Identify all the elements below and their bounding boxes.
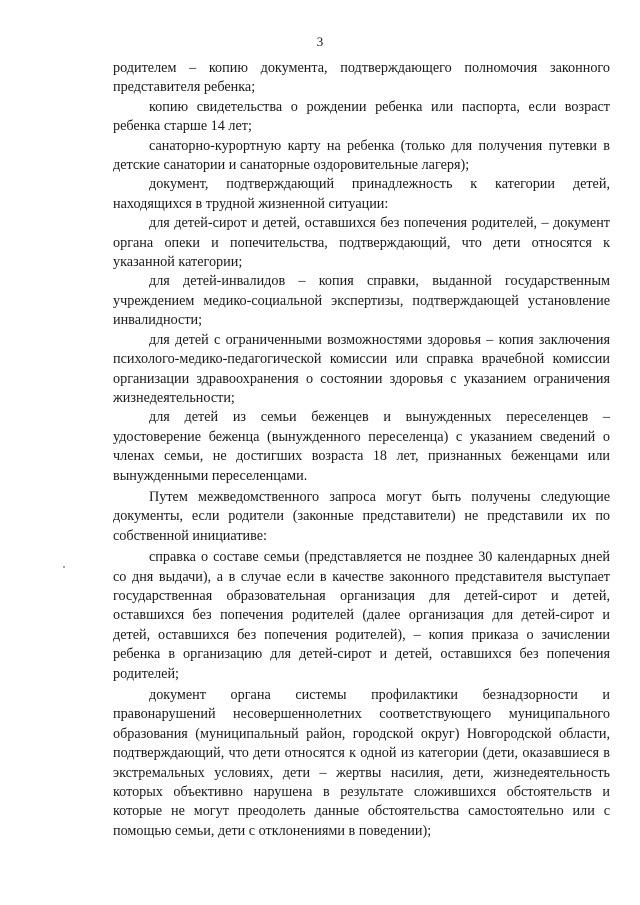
paragraph-refugees: для детей из семьи беженцев и вынужденных переселенцев – удостоверение беженца (вынужденного переселенца) с указанием сведений о членах семьи, не достигших возраста 18 лет, признанных беженцами или вынужденными переселенцами. xyxy=(113,409,610,484)
paragraph-prevention-document: документ органа системы профилактики безнадзорности и правонарушений несовершеннолетних соответствующего муниципального образования (муниципальный район, городской округ) Новгородской области, подтверждающий, что дети относятся к одной из категории (дети, оказавшиеся в экстремальных условиях, дети – жертвы насилия, дети, жизнедеятельность которых объективно нарушена в результате сложившихся обстоятельств и которые не могут преодолеть данные обстоятельства самостоятельно или с помощью семьи, дети с отклонениями в поведении); xyxy=(113,687,610,839)
paragraph-limited-health: для детей с ограниченными возможностями здоровья – копия заключения психолого-медико-педагогической комиссии или справка врачебной комиссии организации здравоохранения о состоянии здоровья с указанием ограничения жизнедеятельности; xyxy=(113,331,610,406)
paragraph-parent-representative-copy: родителем – копию документа, подтверждающего полномочия законного представителя ребенка; xyxy=(113,60,610,96)
paragraph-category-document: документ, подтверждающий принадлежность к категории детей, находящихся в трудной жизненной ситуации: xyxy=(113,176,610,212)
paragraph-sanatorium-card: санаторно-курортную карту на ребенка (только для получения путевки в детские санатории и санаторные оздоровительные лагеря); xyxy=(113,137,610,174)
paragraph-orphans: для детей-сирот и детей, оставшихся без попечения родителей, – документ органа опеки и попечительства, подтверждающий, что дети относятся к указанной категории; xyxy=(113,215,610,271)
paragraph-interagency-request: Путем межведомственного запроса могут быть получены следующие документы, если родители (законные представители) не представили их по собственной инициативе: xyxy=(113,488,610,544)
paragraph-birth-certificate: копию свидетельства о рождении ребенка или паспорта, если возраст ребенка старше 14 лет; xyxy=(113,98,610,135)
document-body xyxy=(113,59,610,841)
paragraph-disabled-children: для детей-инвалидов – копия справки, выданной государственным учреждением медико-социальной экспертизы, подтверждающей установление инвалидности; xyxy=(113,273,610,329)
paragraph-family-composition: справка о составе семьи (представляется не позднее 30 календарных дней со дня выдачи), а в случае если в качестве законного представителя выступает государственная образовательная организация для детей-сирот и детей, оставшихся без попечения родителей (далее организация для детей-сирот и детей, оставшихся без попечения родителей), – копия приказа о зачислении ребенка в организацию для детей-сирот и детей, оставшихся без попечения родителей; xyxy=(113,549,610,682)
page-number: 3 xyxy=(316,34,324,49)
scan-speck xyxy=(63,566,65,568)
